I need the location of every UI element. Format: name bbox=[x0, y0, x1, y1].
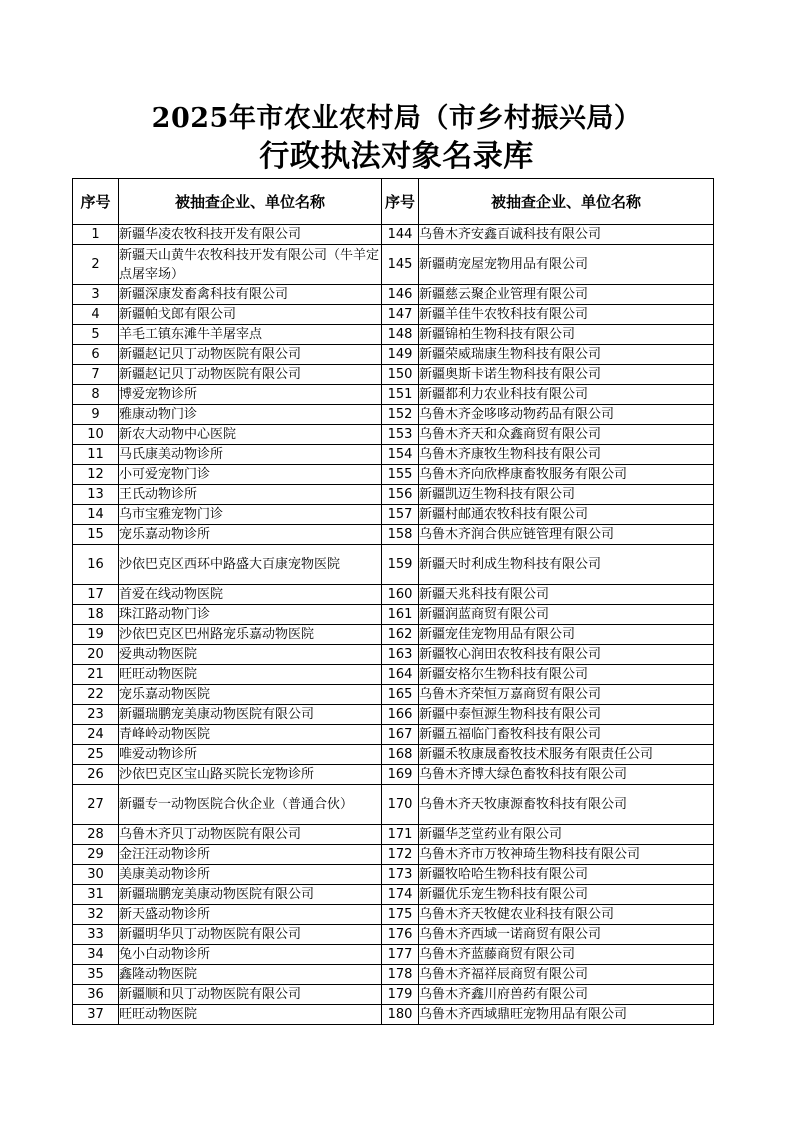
table-row bbox=[73, 605, 714, 625]
entity-name-cell: 兔小白动物诊所 bbox=[119, 945, 382, 965]
enforcement-roster-table bbox=[72, 178, 714, 1025]
serial-cell: 17 bbox=[73, 585, 119, 605]
entity-name-cell: 乌鲁木齐福祥辰商贸有限公司 bbox=[419, 965, 714, 985]
serial-cell: 170 bbox=[382, 785, 419, 825]
table-row bbox=[73, 325, 714, 345]
entity-name-cell: 新疆禾牧康晟畜牧技术服务有限责任公司 bbox=[419, 745, 714, 765]
table-row bbox=[73, 245, 714, 285]
serial-cell: 159 bbox=[382, 545, 419, 585]
entity-name-cell: 乌鲁木齐蓝藤商贸有限公司 bbox=[419, 945, 714, 965]
entity-name-cell: 乌鲁木齐博大绿色畜牧科技有限公司 bbox=[419, 765, 714, 785]
entity-name-cell: 新疆宠佳宠物用品有限公司 bbox=[419, 625, 714, 645]
serial-cell: 16 bbox=[73, 545, 119, 585]
serial-cell: 166 bbox=[382, 705, 419, 725]
entity-name-cell: 沙依巴克区西环中路盛大百康宠物医院 bbox=[119, 545, 382, 585]
serial-cell: 12 bbox=[73, 465, 119, 485]
serial-cell: 22 bbox=[73, 685, 119, 705]
table-row bbox=[73, 285, 714, 305]
entity-name-cell: 乌鲁木齐市万牧神琦生物科技有限公司 bbox=[419, 845, 714, 865]
table-row bbox=[73, 445, 714, 465]
entity-name-cell: 宠乐嘉动物医院 bbox=[119, 685, 382, 705]
table-row bbox=[73, 865, 714, 885]
serial-cell: 13 bbox=[73, 485, 119, 505]
serial-cell: 11 bbox=[73, 445, 119, 465]
serial-cell: 153 bbox=[382, 425, 419, 445]
entity-name-cell: 羊毛工镇东滩牛羊屠宰点 bbox=[119, 325, 382, 345]
serial-cell: 34 bbox=[73, 945, 119, 965]
serial-cell: 177 bbox=[382, 945, 419, 965]
serial-cell: 32 bbox=[73, 905, 119, 925]
table-row bbox=[73, 345, 714, 365]
entity-name-cell: 新疆华芝堂药业有限公司 bbox=[419, 825, 714, 845]
serial-cell: 28 bbox=[73, 825, 119, 845]
entity-name-cell: 宠乐嘉动物诊所 bbox=[119, 525, 382, 545]
serial-cell: 37 bbox=[73, 1005, 119, 1025]
entity-name-cell: 新疆慈云聚企业管理有限公司 bbox=[419, 285, 714, 305]
entity-name-cell: 新疆锦柏生物科技有限公司 bbox=[419, 325, 714, 345]
serial-cell: 4 bbox=[73, 305, 119, 325]
table-row bbox=[73, 885, 714, 905]
serial-cell: 15 bbox=[73, 525, 119, 545]
serial-cell: 178 bbox=[382, 965, 419, 985]
table-row bbox=[73, 365, 714, 385]
table-row bbox=[73, 385, 714, 405]
entity-name-cell: 新疆润蓝商贸有限公司 bbox=[419, 605, 714, 625]
table-row bbox=[73, 545, 714, 585]
serial-cell: 162 bbox=[382, 625, 419, 645]
table-row bbox=[73, 665, 714, 685]
serial-cell: 31 bbox=[73, 885, 119, 905]
entity-name-cell: 沙依巴克区巴州路宠乐嘉动物医院 bbox=[119, 625, 382, 645]
entity-name-cell: 新疆都利力农业科技有限公司 bbox=[419, 385, 714, 405]
serial-cell: 35 bbox=[73, 965, 119, 985]
table-header-row bbox=[73, 179, 714, 225]
serial-cell: 149 bbox=[382, 345, 419, 365]
serial-cell: 30 bbox=[73, 865, 119, 885]
serial-cell: 151 bbox=[382, 385, 419, 405]
serial-cell: 21 bbox=[73, 665, 119, 685]
entity-name-cell: 新疆牧心润田农牧科技有限公司 bbox=[419, 645, 714, 665]
entity-name-cell: 乌鲁木齐润合供应链管理有限公司 bbox=[419, 525, 714, 545]
entity-name-cell: 小可爱宠物门诊 bbox=[119, 465, 382, 485]
table-row bbox=[73, 485, 714, 505]
table-row bbox=[73, 1005, 714, 1025]
table-row bbox=[73, 705, 714, 725]
entity-name-cell: 乌市宝雅宠物门诊 bbox=[119, 505, 382, 525]
table-row bbox=[73, 825, 714, 845]
entity-name-cell: 新疆赵记贝丁动物医院有限公司 bbox=[119, 345, 382, 365]
entity-name-cell: 新疆瑞鹏宠美康动物医院有限公司 bbox=[119, 705, 382, 725]
serial-cell: 169 bbox=[382, 765, 419, 785]
serial-cell: 161 bbox=[382, 605, 419, 625]
entity-name-cell: 新天盛动物诊所 bbox=[119, 905, 382, 925]
serial-cell: 8 bbox=[73, 385, 119, 405]
entity-name-cell: 新疆赵记贝丁动物医院有限公司 bbox=[119, 365, 382, 385]
table-row bbox=[73, 785, 714, 825]
serial-cell: 14 bbox=[73, 505, 119, 525]
table-row bbox=[73, 305, 714, 325]
entity-name-cell: 新疆天时利成生物科技有限公司 bbox=[419, 545, 714, 585]
entity-name-cell: 乌鲁木齐康牧生物科技有限公司 bbox=[419, 445, 714, 465]
serial-cell: 24 bbox=[73, 725, 119, 745]
entity-name-cell: 乌鲁木齐贝丁动物医院有限公司 bbox=[119, 825, 382, 845]
entity-name-cell: 乌鲁木齐西域鼎旺宠物用品有限公司 bbox=[419, 1005, 714, 1025]
table-row bbox=[73, 585, 714, 605]
serial-cell: 7 bbox=[73, 365, 119, 385]
serial-cell: 171 bbox=[382, 825, 419, 845]
serial-cell: 29 bbox=[73, 845, 119, 865]
serial-cell: 176 bbox=[382, 925, 419, 945]
serial-cell: 173 bbox=[382, 865, 419, 885]
serial-cell: 155 bbox=[382, 465, 419, 485]
serial-cell: 19 bbox=[73, 625, 119, 645]
entity-name-cell: 新疆帕戈郎有限公司 bbox=[119, 305, 382, 325]
entity-name-cell: 新疆深康发畜禽科技有限公司 bbox=[119, 285, 382, 305]
serial-cell: 6 bbox=[73, 345, 119, 365]
entity-name-cell: 马氏康美动物诊所 bbox=[119, 445, 382, 465]
entity-name-cell: 新疆五福临门畜牧科技有限公司 bbox=[419, 725, 714, 745]
serial-cell: 23 bbox=[73, 705, 119, 725]
entity-name-cell: 乌鲁木齐金哆哆动物药品有限公司 bbox=[419, 405, 714, 425]
entity-name-cell: 新疆羊佳牛农牧科技有限公司 bbox=[419, 305, 714, 325]
entity-name-cell: 乌鲁木齐向欣桦康畜牧服务有限公司 bbox=[419, 465, 714, 485]
entity-name-cell: 沙依巴克区宝山路买院长宠物诊所 bbox=[119, 765, 382, 785]
table-row bbox=[73, 225, 714, 245]
entity-name-cell: 美康美动物诊所 bbox=[119, 865, 382, 885]
serial-cell: 150 bbox=[382, 365, 419, 385]
serial-cell: 9 bbox=[73, 405, 119, 425]
entity-name-cell: 新疆优乐宠生物科技有限公司 bbox=[419, 885, 714, 905]
entity-name-cell: 王氏动物诊所 bbox=[119, 485, 382, 505]
serial-cell: 158 bbox=[382, 525, 419, 545]
entity-name-cell: 雅康动物门诊 bbox=[119, 405, 382, 425]
table-row bbox=[73, 745, 714, 765]
entity-name-cell: 旺旺动物医院 bbox=[119, 665, 382, 685]
table-row bbox=[73, 505, 714, 525]
serial-cell: 156 bbox=[382, 485, 419, 505]
entity-name-cell: 新疆凯迈生物科技有限公司 bbox=[419, 485, 714, 505]
document-subtitle: 行政执法对象名录库 bbox=[259, 139, 534, 174]
table-row bbox=[73, 765, 714, 785]
header-name-left: 被抽查企业、单位名称 bbox=[119, 179, 382, 225]
serial-cell: 175 bbox=[382, 905, 419, 925]
entity-name-cell: 爱典动物医院 bbox=[119, 645, 382, 665]
serial-cell: 157 bbox=[382, 505, 419, 525]
serial-cell: 172 bbox=[382, 845, 419, 865]
serial-cell: 5 bbox=[73, 325, 119, 345]
table-row bbox=[73, 945, 714, 965]
entity-name-cell: 新疆安格尔生物科技有限公司 bbox=[419, 665, 714, 685]
entity-name-cell: 新疆奥斯卡诺生物科技有限公司 bbox=[419, 365, 714, 385]
entity-name-cell: 唯爱动物诊所 bbox=[119, 745, 382, 765]
entity-name-cell: 新疆天山黄牛农牧科技开发有限公司（牛羊定点屠宰场） bbox=[119, 245, 382, 285]
serial-cell: 147 bbox=[382, 305, 419, 325]
table-row bbox=[73, 965, 714, 985]
serial-cell: 168 bbox=[382, 745, 419, 765]
entity-name-cell: 珠江路动物门诊 bbox=[119, 605, 382, 625]
entity-name-cell: 金汪汪动物诊所 bbox=[119, 845, 382, 865]
serial-cell: 3 bbox=[73, 285, 119, 305]
entity-name-cell: 新疆村邮通农牧科技有限公司 bbox=[419, 505, 714, 525]
serial-cell: 26 bbox=[73, 765, 119, 785]
table-row bbox=[73, 465, 714, 485]
serial-cell: 160 bbox=[382, 585, 419, 605]
serial-cell: 167 bbox=[382, 725, 419, 745]
serial-cell: 148 bbox=[382, 325, 419, 345]
serial-cell: 1 bbox=[73, 225, 119, 245]
document-title: 2025年市农业农村局（市乡村振兴局） bbox=[151, 103, 642, 134]
entity-name-cell: 新疆明华贝丁动物医院有限公司 bbox=[119, 925, 382, 945]
entity-name-cell: 新疆荣威瑞康生物科技有限公司 bbox=[419, 345, 714, 365]
serial-cell: 18 bbox=[73, 605, 119, 625]
entity-name-cell: 乌鲁木齐天和众鑫商贸有限公司 bbox=[419, 425, 714, 445]
entity-name-cell: 旺旺动物医院 bbox=[119, 1005, 382, 1025]
entity-name-cell: 青峰岭动物医院 bbox=[119, 725, 382, 745]
serial-cell: 27 bbox=[73, 785, 119, 825]
serial-cell: 25 bbox=[73, 745, 119, 765]
entity-name-cell: 乌鲁木齐鑫川府兽药有限公司 bbox=[419, 985, 714, 1005]
serial-cell: 179 bbox=[382, 985, 419, 1005]
header-serial-right: 序号 bbox=[382, 179, 419, 225]
entity-name-cell: 新疆萌宠屋宠物用品有限公司 bbox=[419, 245, 714, 285]
table-row bbox=[73, 685, 714, 705]
entity-name-cell: 新疆专一动物医院合伙企业（普通合伙） bbox=[119, 785, 382, 825]
entity-name-cell: 新农大动物中心医院 bbox=[119, 425, 382, 445]
entity-name-cell: 乌鲁木齐安鑫百诚科技有限公司 bbox=[419, 225, 714, 245]
serial-cell: 144 bbox=[382, 225, 419, 245]
entity-name-cell: 新疆顺和贝丁动物医院有限公司 bbox=[119, 985, 382, 1005]
serial-cell: 174 bbox=[382, 885, 419, 905]
serial-cell: 10 bbox=[73, 425, 119, 445]
table-body bbox=[73, 225, 714, 1025]
table-row bbox=[73, 625, 714, 645]
serial-cell: 20 bbox=[73, 645, 119, 665]
serial-cell: 2 bbox=[73, 245, 119, 285]
entity-name-cell: 新疆天兆科技有限公司 bbox=[419, 585, 714, 605]
serial-cell: 165 bbox=[382, 685, 419, 705]
entity-name-cell: 乌鲁木齐荣恒万嘉商贸有限公司 bbox=[419, 685, 714, 705]
table-row bbox=[73, 725, 714, 745]
serial-cell: 33 bbox=[73, 925, 119, 945]
header-name-right: 被抽查企业、单位名称 bbox=[419, 179, 714, 225]
header-serial-left: 序号 bbox=[73, 179, 119, 225]
entity-name-cell: 博爱宠物诊所 bbox=[119, 385, 382, 405]
entity-name-cell: 首爱在线动物医院 bbox=[119, 585, 382, 605]
serial-cell: 164 bbox=[382, 665, 419, 685]
table-row bbox=[73, 405, 714, 425]
serial-cell: 180 bbox=[382, 1005, 419, 1025]
entity-name-cell: 乌鲁木齐天牧康源畜牧科技有限公司 bbox=[419, 785, 714, 825]
serial-cell: 154 bbox=[382, 445, 419, 465]
serial-cell: 145 bbox=[382, 245, 419, 285]
serial-cell: 152 bbox=[382, 405, 419, 425]
serial-cell: 146 bbox=[382, 285, 419, 305]
serial-cell: 163 bbox=[382, 645, 419, 665]
table-row bbox=[73, 985, 714, 1005]
entity-name-cell: 新疆华凌农牧科技开发有限公司 bbox=[119, 225, 382, 245]
serial-cell: 36 bbox=[73, 985, 119, 1005]
entity-name-cell: 新疆中泰恒源生物科技有限公司 bbox=[419, 705, 714, 725]
table-row bbox=[73, 905, 714, 925]
table-row bbox=[73, 925, 714, 945]
entity-name-cell: 新疆牧哈哈生物科技有限公司 bbox=[419, 865, 714, 885]
entity-name-cell: 新疆瑞鹏宠美康动物医院有限公司 bbox=[119, 885, 382, 905]
entity-name-cell: 乌鲁木齐天牧健农业科技有限公司 bbox=[419, 905, 714, 925]
table-row bbox=[73, 525, 714, 545]
table-row bbox=[73, 845, 714, 865]
entity-name-cell: 鑫隆动物医院 bbox=[119, 965, 382, 985]
entity-name-cell: 乌鲁木齐西域一诺商贸有限公司 bbox=[419, 925, 714, 945]
table-row bbox=[73, 645, 714, 665]
table-row bbox=[73, 425, 714, 445]
